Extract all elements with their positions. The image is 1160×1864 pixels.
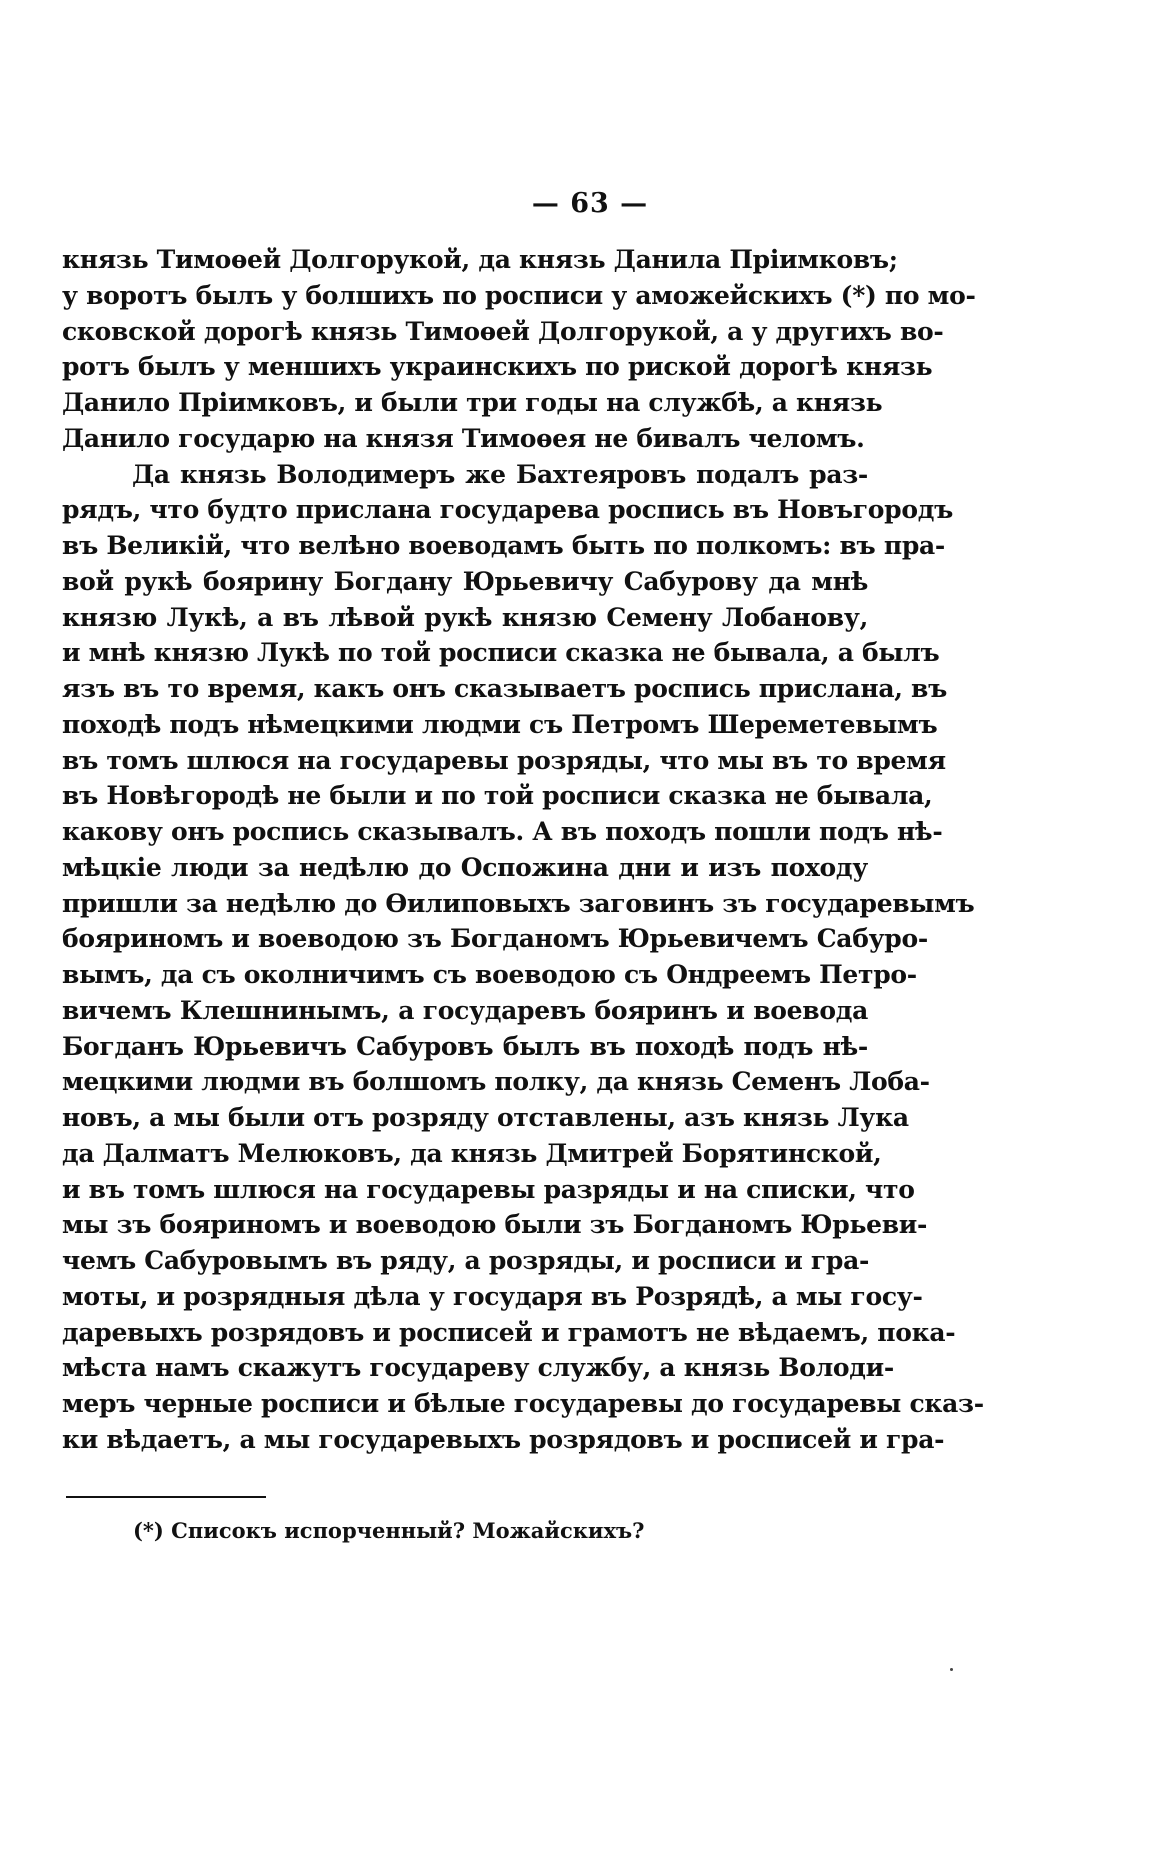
text-line: пришли за недѣлю до Ѳилиповыхъ заговинъ зъ государевымъ — [62, 888, 975, 918]
text-line: Богданъ Юрьевичъ Сабуровъ былъ въ походѣ подъ нѣ- — [62, 1031, 868, 1061]
text-line: въ Великій, что велѣно воеводамъ быть по полкомъ: въ пра- — [62, 531, 945, 560]
text-line: и въ томъ шлюся на государевы разряды и на списки, что — [62, 1174, 915, 1204]
text-line: бояриномъ и воеводою зъ Богданомъ Юрьевичемъ Сабуро- — [62, 924, 928, 954]
paper-speck — [950, 1668, 953, 1671]
text-line: походѣ подъ нѣмецкими людми съ Петромъ Шереметевымъ — [62, 709, 938, 739]
text-line: въ Новѣгородѣ не были и по той росписи сказка не бывала, — [62, 781, 933, 811]
text-line: вичемъ Клешнинымъ, а государевъ бояринъ и воевода — [62, 995, 868, 1025]
text-line: князю Лукѣ, а въ лѣвой рукѣ князю Семену Лобанову, — [62, 602, 868, 632]
text-line: ротъ былъ у меншихъ украинскихъ по риской дорогѣ князь — [62, 352, 933, 382]
text-line: даревыхъ розрядовъ и росписей и грамотъ не вѣдаемъ, пока- — [62, 1317, 956, 1347]
text-line: князь Тимоѳей Долгорукой, да князь Данила Пріимковъ; — [62, 245, 898, 274]
text-line: Данило государю на князя Тимоѳея не бивалъ челомъ. — [62, 423, 865, 453]
text-line: рядъ, что будто прислана государева роспись въ Новъгородъ — [62, 495, 953, 525]
footnote: (*) Списокъ испорченный? Можайскихъ? — [133, 1518, 645, 1543]
text-line: меръ черные росписи и бѣлые государевы до государевы сказ- — [62, 1389, 984, 1418]
text-line: да Далматъ Мелюковъ, да князь Дмитрей Борятинской, — [62, 1138, 882, 1168]
text-line: новъ, а мы были отъ розряду отставлены, азъ князь Лука — [62, 1103, 909, 1132]
text-line: мѣцкіе люди за недѣлю до Оспожина дни и изъ походу — [62, 852, 868, 882]
text-line: моты, и розрядныя дѣла у государя въ Розрядѣ, а мы госу- — [62, 1281, 923, 1311]
text-line: какову онъ роспись сказывалъ. А въ походъ пошли подъ нѣ- — [62, 817, 943, 846]
text-line: въ томъ шлюся на государевы розряды, что мы въ то время — [62, 745, 946, 775]
text-line: вой рукѣ боярину Богдану Юрьевичу Сабурову да мнѣ — [62, 566, 868, 596]
text-line: мецкими людми въ болшомъ полку, да князь Семенъ Лоба- — [62, 1067, 930, 1097]
paragraph-first-line: Да князь Володимеръ же Бахтеяровъ подалъ раз- — [132, 459, 868, 489]
text-line: мы зъ бояриномъ и воеводою были зъ Богданомъ Юрьеви- — [62, 1210, 928, 1240]
text-line: у воротъ былъ у болшихъ по росписи у аможейскихъ (*) по мо- — [62, 280, 976, 310]
text-line: Данило Пріимковъ, и были три годы на службѣ, а князь — [62, 388, 883, 417]
text-line: чемъ Сабуровымъ въ ряду, а розряды, и росписи и гра- — [62, 1246, 870, 1275]
text-line: мѣста намъ скажутъ государеву службу, а князь Володи- — [62, 1353, 894, 1383]
text-line: и мнѣ князю Лукѣ по той росписи сказка не бывала, а былъ — [62, 638, 940, 668]
text-line: вымъ, да съ околничимъ съ воеводою съ Ондреемъ Петро- — [62, 960, 917, 989]
text-line: ки вѣдаетъ, а мы государевыхъ розрядовъ и росписей и гра- — [62, 1424, 945, 1454]
body-text — [62, 242, 984, 1458]
text-line: сковской дорогѣ князь Тимоѳей Долгорукой, а у другихъ во- — [62, 316, 944, 346]
footnote-divider — [66, 1496, 266, 1498]
text-line: язъ въ то время, какъ онъ сказываетъ роспись прислана, въ — [62, 674, 947, 703]
page-number: — 63 — — [531, 188, 649, 219]
